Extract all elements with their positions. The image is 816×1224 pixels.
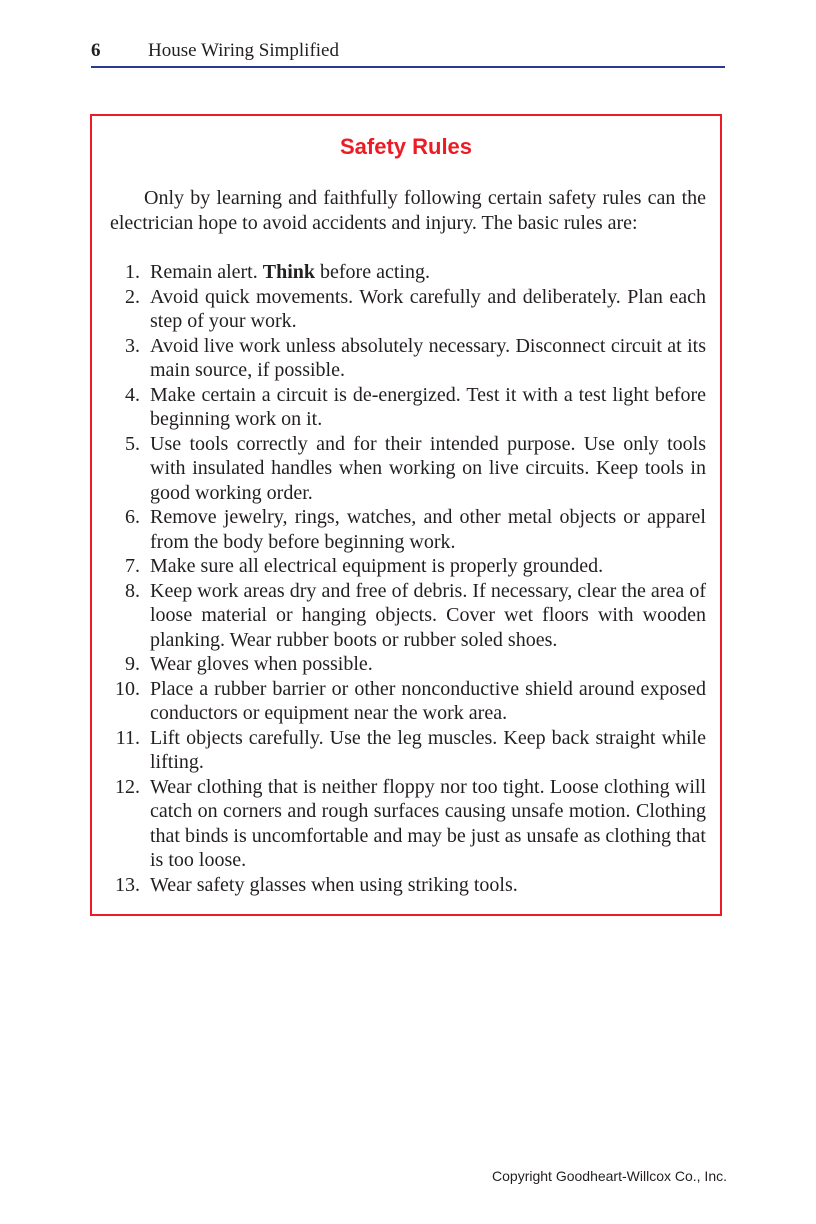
rule-text: Place a rubber barrier or other nonconductive shield around exposed conductors or equipment near the work area.: [150, 677, 706, 724]
rule-number: 11.: [115, 726, 140, 749]
rule-item: [110, 873, 706, 898]
rule-item: [110, 505, 706, 554]
rule-text-lead: Remain alert.: [150, 261, 263, 283]
rule-number: 6.: [125, 506, 140, 528]
rule-text: Lift objects carefully. Use the leg muscles. Keep back straight while lifting.: [150, 726, 706, 773]
page-number: 6: [91, 40, 101, 61]
rule-number: 7.: [125, 555, 140, 577]
header-divider: [91, 66, 725, 68]
rule-text: Use tools correctly and for their intended purpose. Use only tools with insulated handles when working on live circuits. Keep tools in good working order.: [150, 432, 706, 504]
rule-text: Wear safety glasses when using striking tools.: [150, 873, 518, 896]
rule-item: [110, 554, 706, 579]
rule-item: [110, 285, 706, 334]
rule-text: Remove jewelry, rings, watches, and other metal objects or apparel from the body before beginning work.: [150, 506, 706, 553]
rule-number: 9.: [125, 653, 140, 675]
rule-item: [110, 383, 706, 432]
rule-text: [150, 261, 430, 283]
rule-text: Avoid quick movements. Work carefully and deliberately. Plan each step of your work.: [150, 285, 706, 332]
rule-item: [110, 432, 706, 506]
rule-item: [110, 334, 706, 383]
rule-number: 5.: [125, 432, 140, 455]
rule-number: 1.: [125, 261, 140, 283]
rule-emphasis: Think: [262, 261, 315, 283]
rule-item: [110, 260, 706, 285]
rule-number: 4.: [125, 383, 140, 406]
book-title: House Wiring Simplified: [148, 40, 339, 61]
rule-text: Wear gloves when possible.: [150, 653, 373, 675]
rule-text: Make sure all electrical equipment is properly grounded.: [150, 555, 604, 577]
copyright-notice: Copyright Goodheart-Willcox Co., Inc.: [492, 1168, 727, 1184]
rule-text: Avoid live work unless absolutely necessary. Disconnect circuit at its main source, if possible.: [150, 334, 706, 381]
rule-text-tail: before acting.: [315, 261, 430, 283]
rule-item: [110, 726, 706, 775]
rule-item: [110, 775, 706, 873]
safety-rules-box: [90, 114, 722, 916]
rule-item: [110, 579, 706, 653]
rule-number: 10.: [115, 677, 140, 700]
rule-number: 13.: [115, 873, 140, 896]
rule-text: Wear clothing that is neither floppy nor too tight. Loose clothing will catch on corners and rough surfaces causing unsafe motion. Clothing that binds is uncomfortable and may be just as unsafe as clothing that is too loose.: [150, 775, 706, 871]
rule-number: 3.: [125, 334, 140, 357]
rule-text: Keep work areas dry and free of debris. If necessary, clear the area of loose material or hanging objects. Cover wet floors with wooden planking. Wear rubber boots or rubber soled shoes.: [150, 579, 706, 651]
rule-text: Make certain a circuit is de-energized. Test it with a test light before beginning work on it.: [150, 383, 706, 430]
safety-rules-list: [110, 260, 706, 897]
running-header: [91, 38, 725, 66]
rule-item: [110, 652, 706, 677]
intro-paragraph: Only by learning and faithfully following certain safety rules can the electrician hope to avoid accidents and injury. The basic rules are:: [110, 187, 706, 234]
rule-number: 12.: [115, 775, 140, 798]
rule-number: 8.: [125, 579, 140, 602]
rule-number: 2.: [125, 285, 140, 308]
rule-item: [110, 677, 706, 726]
safety-rules-title: Safety Rules: [339, 134, 473, 159]
